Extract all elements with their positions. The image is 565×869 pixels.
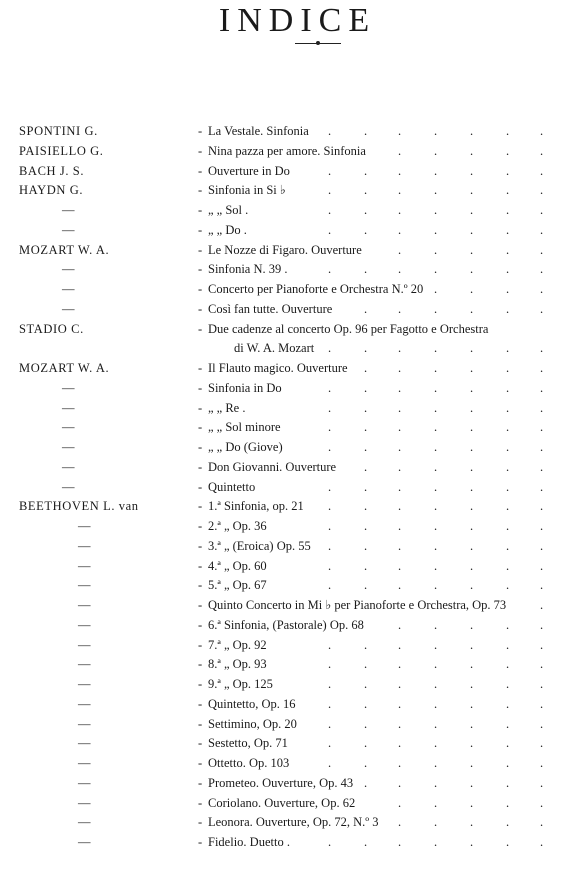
composer-name: — (78, 775, 91, 790)
composer-name: BEETHOVEN L. van (19, 499, 139, 514)
work-title: Ouverture in Do (208, 163, 290, 178)
separator-dash: - (198, 657, 203, 672)
composer-name: PAISIELLO G. (19, 143, 104, 158)
composer-name: — (78, 538, 91, 553)
separator-dash: - (198, 775, 203, 790)
composer-name: BACH J. S. (19, 163, 85, 178)
separator-dash: - (198, 183, 203, 198)
separator-dash: - (198, 459, 203, 474)
separator-dash: - (198, 163, 203, 178)
work-title: Quinto Concerto in Mi ♭ per Pianoforte e Orchestra, Op. 73 (208, 598, 507, 612)
composer-name: — (62, 420, 75, 435)
separator-dash: - (198, 203, 203, 217)
separator-dash: - (198, 420, 203, 435)
separator-dash: - (198, 795, 203, 810)
separator-dash: - (198, 716, 203, 731)
composer-name: — (78, 637, 91, 652)
work-title: „ „ Do . (208, 222, 247, 237)
separator-dash: - (198, 558, 203, 573)
separator-dash: - (198, 440, 203, 454)
composer-name: — (62, 400, 75, 415)
composer-name: — (78, 598, 91, 612)
work-title: Quintetto (208, 479, 256, 494)
work-title: „ „ Sol . (208, 203, 249, 217)
work-title: Sinfonia in Do (208, 380, 282, 395)
work-title: 8.ª „ Op. 93 (208, 657, 267, 672)
composer-name: — (78, 835, 91, 849)
work-title: Due cadenze al concerto Op. 96 per Fagotto e Orchestra (208, 321, 489, 336)
composer-name: — (78, 736, 91, 751)
work-title: 5.ª „ Op. 67 (208, 578, 267, 593)
separator-dash: - (198, 538, 203, 553)
composer-name: — (62, 282, 75, 296)
work-title: „ „ Do (Giove) (208, 440, 283, 454)
work-title: Il Flauto magico. Ouverture (208, 361, 348, 375)
separator-dash: - (198, 519, 203, 533)
separator-dash: - (198, 815, 203, 830)
work-title: „ „ Sol minore (208, 420, 281, 435)
composer-name: HAYDN G. (19, 183, 84, 198)
work-title: 4.ª „ Op. 60 (208, 558, 267, 573)
separator-dash: - (198, 321, 203, 336)
work-title: „ „ Re . (208, 400, 246, 415)
separator-dash: - (198, 756, 203, 770)
separator-dash: - (198, 677, 203, 691)
composer-name: — (62, 440, 75, 454)
separator-dash: - (198, 282, 203, 296)
composer-name: — (62, 459, 75, 474)
work-title: 9.ª „ Op. 125 (208, 677, 273, 691)
composer-name: MOZART W. A. (19, 242, 110, 257)
composer-name: — (78, 519, 91, 533)
separator-dash: - (198, 617, 203, 632)
work-title: Fidelio. Duetto . (208, 835, 290, 849)
work-title: Nina pazza per amore. Sinfonia (208, 143, 366, 158)
composer-name: — (78, 756, 91, 770)
page-title: INDICE (218, 2, 377, 39)
work-title: Concerto per Pianoforte e Orchestra N.º 20 (208, 282, 424, 296)
separator-dash: - (198, 736, 203, 751)
composer-name: — (78, 795, 91, 810)
composer-name: — (78, 815, 91, 830)
work-title: Sinfonia N. 39 . (208, 262, 288, 277)
work-title: Sestetto, Op. 71 (208, 736, 288, 751)
composer-name: STADIO C. (19, 321, 84, 336)
work-title: Settimino, Op. 20 (208, 716, 297, 731)
separator-dash: - (198, 380, 203, 395)
composer-name: — (78, 696, 91, 711)
composer-name: — (62, 380, 75, 395)
title-ornament (295, 41, 341, 45)
separator-dash: - (198, 835, 203, 849)
separator-dash: - (198, 301, 203, 316)
work-title: Così fan tutte. Ouverture (208, 301, 333, 316)
composer-name: — (78, 657, 91, 672)
separator-dash: - (198, 361, 203, 375)
work-title: Prometeo. Ouverture, Op. 43 (208, 775, 354, 790)
separator-dash: - (198, 124, 203, 138)
separator-dash: - (198, 242, 203, 257)
work-title: Ottetto. Op. 103 (208, 756, 290, 770)
work-title: 3.ª „ (Eroica) Op. 55 (208, 538, 311, 553)
separator-dash: - (198, 222, 203, 237)
work-title: La Vestale. Sinfonia (208, 124, 309, 138)
work-title: 6.ª Sinfonia, (Pastorale) Op. 68 (208, 617, 364, 632)
separator-dash: - (198, 400, 203, 415)
work-title: Leonora. Ouverture, Op. 72, N.º 3 (208, 815, 379, 830)
separator-dash: - (198, 578, 203, 593)
work-title: Don Giovanni. Ouverture (208, 459, 337, 474)
composer-name: — (62, 203, 75, 217)
work-title: Le Nozze di Figaro. Ouverture (208, 242, 362, 257)
composer-name: — (78, 677, 91, 691)
composer-name: MOZART W. A. (19, 361, 110, 375)
composer-name: — (78, 617, 91, 632)
work-title: Sinfonia in Si ♭ (208, 183, 286, 198)
work-title-continuation: di W. A. Mozart (234, 340, 315, 355)
composer-name: — (62, 301, 75, 316)
work-title: Coriolano. Ouverture, Op. 62 (208, 795, 356, 810)
composer-name: — (62, 479, 75, 494)
separator-dash: - (198, 598, 203, 612)
separator-dash: - (198, 696, 203, 711)
composer-name: — (78, 558, 91, 573)
separator-dash: - (198, 479, 203, 494)
separator-dash: - (198, 143, 203, 158)
work-title: Quintetto, Op. 16 (208, 696, 296, 711)
composer-name: — (78, 716, 91, 731)
composer-name: SPONTINI G. (19, 124, 98, 138)
separator-dash: - (198, 499, 203, 514)
work-title: 7.ª „ Op. 92 (208, 637, 267, 652)
composer-name: — (78, 578, 91, 593)
work-title: 2.ª „ Op. 36 (208, 519, 267, 533)
composer-name: — (62, 222, 75, 237)
separator-dash: - (198, 637, 203, 652)
work-title: 1.ª Sinfonia, op. 21 (208, 499, 304, 514)
composer-name: — (62, 262, 75, 277)
separator-dash: - (198, 262, 203, 277)
